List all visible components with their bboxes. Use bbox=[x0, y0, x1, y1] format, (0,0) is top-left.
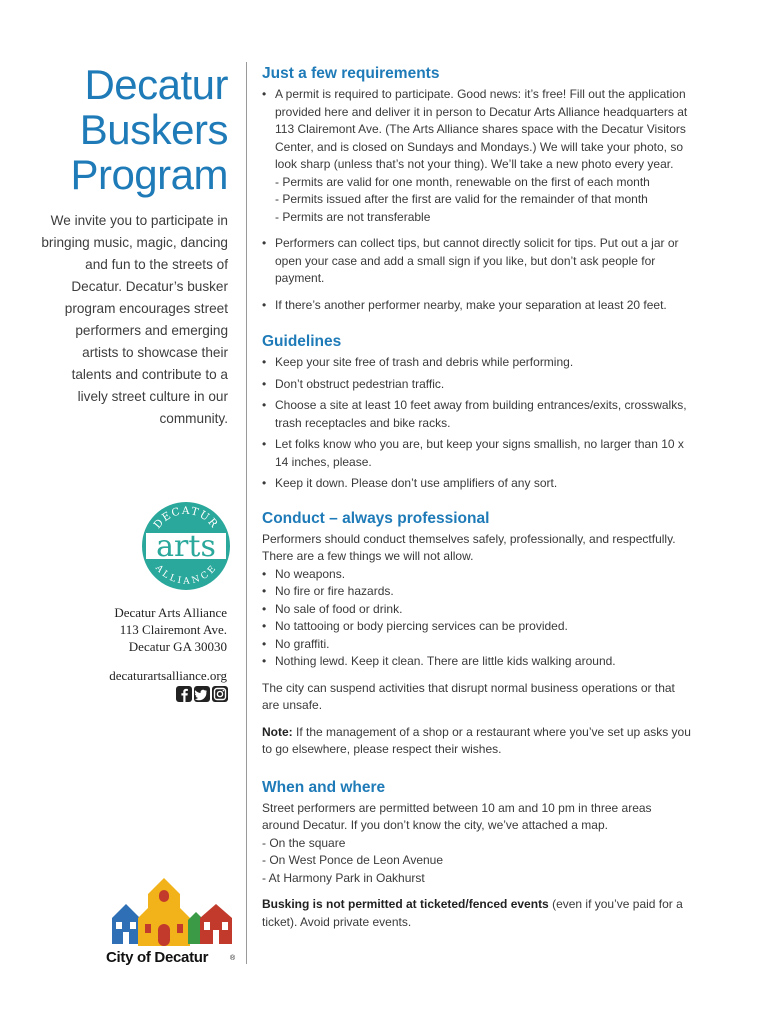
list-item: - Permits issued after the first are valid for the remainder of that month bbox=[275, 192, 648, 206]
list-item: • No weapons. bbox=[262, 566, 692, 584]
requirements-heading: Just a few requirements bbox=[262, 65, 440, 82]
busking-note bbox=[262, 896, 692, 931]
list-item: • No fire or fire hazards. bbox=[262, 583, 692, 601]
requirements-list bbox=[262, 86, 692, 314]
list-item: • Choose a site at least 10 feet away from building entrances/exits, crosswalks, trash receptacles and bike racks. bbox=[262, 397, 692, 432]
list-item: • Nothing lewd. Keep it clean. There are little kids walking around. bbox=[262, 653, 692, 671]
guidelines-heading: Guidelines bbox=[262, 333, 342, 350]
management-note bbox=[262, 724, 692, 759]
conduct-list bbox=[262, 566, 692, 671]
instagram-icon[interactable] bbox=[212, 686, 228, 702]
permit-sub-list bbox=[275, 174, 692, 227]
place-line: - On the square bbox=[262, 835, 346, 850]
list-item: • No graffiti. bbox=[262, 636, 692, 654]
list-item: • If there’s another performer nearby, make your separation at least 20 feet. bbox=[262, 297, 692, 315]
conduct-heading: Conduct – always professional bbox=[262, 509, 490, 527]
title-line: Decatur bbox=[84, 61, 228, 108]
list-item: • No tattooing or body piercing services can be provided. bbox=[262, 618, 692, 636]
city-suspend-note: The city can suspend activities that disrupt normal business operations or that are unsafe. bbox=[262, 680, 675, 712]
when-intro: Street performers are permitted between 10 am and 10 pm in three areas around Decatur. If you don’t know the city, we’ve attached a map. bbox=[262, 800, 652, 832]
conduct-section bbox=[262, 509, 692, 759]
list-item: • Don’t obstruct pedestrian traffic. bbox=[262, 376, 692, 394]
title-line: Buskers bbox=[79, 106, 228, 153]
list-item: • No sale of food or drink. bbox=[262, 601, 692, 619]
logo-main-text: arts bbox=[156, 529, 216, 564]
city-logo-mark: ® bbox=[230, 955, 236, 962]
column-divider bbox=[246, 62, 247, 964]
title-line: Program bbox=[70, 151, 228, 198]
requirements-section bbox=[262, 64, 692, 314]
city-of-decatur-logo bbox=[104, 874, 238, 966]
twitter-icon[interactable] bbox=[194, 686, 210, 702]
when-where-heading: When and where bbox=[262, 778, 386, 796]
guidelines-section bbox=[262, 332, 692, 493]
left-column bbox=[40, 62, 228, 430]
decatur-arts-alliance-logo bbox=[140, 500, 232, 592]
facebook-icon[interactable] bbox=[176, 686, 192, 702]
city-logo-text: City of Decatur bbox=[106, 949, 209, 966]
social-icons bbox=[176, 686, 228, 702]
address-line: Decatur Arts Alliance bbox=[114, 605, 227, 620]
list-item: • Let folks know who you are, but keep your signs smallish, no larger than 10 x 14 inches, please. bbox=[262, 436, 692, 471]
logo-bottom-text: ALLIANCE bbox=[153, 563, 219, 587]
note-text: If the management of a shop or a restaurant where you’ve set up asks you to go elsewhere, please respect their wishes. bbox=[262, 724, 691, 756]
address-line: Decatur GA 30030 bbox=[128, 639, 227, 654]
place-line: - At Harmony Park in Oakhurst bbox=[262, 870, 425, 885]
list-item: • Keep your site free of trash and debris while performing. bbox=[262, 354, 692, 372]
conduct-intro: Performers should conduct themselves safely, professionally, and respectfully. There are a few things we will not allow. bbox=[262, 531, 676, 563]
busking-bold: Busking is not permitted at ticketed/fenced events bbox=[262, 897, 549, 911]
note-label: Note: bbox=[262, 724, 293, 739]
list-item: • Performers can collect tips, but cannot directly solicit for tips. Put out a jar or open your case and add a small sign if you like, but don’t ask people for payment. bbox=[262, 235, 692, 288]
address-line: 113 Clairemont Ave. bbox=[119, 622, 227, 637]
when-where-section bbox=[262, 778, 692, 932]
list-item: - Permits are not transferable bbox=[275, 209, 431, 224]
address-block bbox=[40, 604, 227, 655]
website-link[interactable]: decaturartsalliance.org bbox=[109, 668, 227, 683]
list-item: • Keep it down. Please don’t use amplifiers of any sort. bbox=[262, 475, 692, 493]
list-item bbox=[262, 86, 692, 226]
list-item: - Permits are valid for one month, renewable on the first of each month bbox=[275, 174, 650, 189]
place-line: - On West Ponce de Leon Avenue bbox=[262, 853, 444, 867]
busking-rest: (even if you’ve paid for a ticket). Avoid private events. bbox=[262, 897, 683, 929]
intro-text: We invite you to participate in bringing music, magic, dancing and fun to the streets of Decatur. Decatur’s busker program encourages street performers and emerging artists to showcase their talents and contribute to a lively street culture in our community. bbox=[41, 213, 228, 426]
right-column bbox=[262, 64, 692, 931]
logo-top-text: DECATUR bbox=[151, 504, 221, 532]
guidelines-list bbox=[262, 354, 692, 493]
page-title bbox=[40, 62, 228, 197]
requirement-text: A permit is required to participate. Good news: it’s free! Fill out the application provided here and deliver it in person to Decatur Arts Alliance headquarters at 113 Clairemont Ave. (The Arts Alliance shares space with the Decatur Visitors Center, and is closed on Sundays and Mondays.) We will take your photo, so look sharp (unless that’s not your thing). We’ll take a new photo every year. bbox=[275, 87, 688, 171]
